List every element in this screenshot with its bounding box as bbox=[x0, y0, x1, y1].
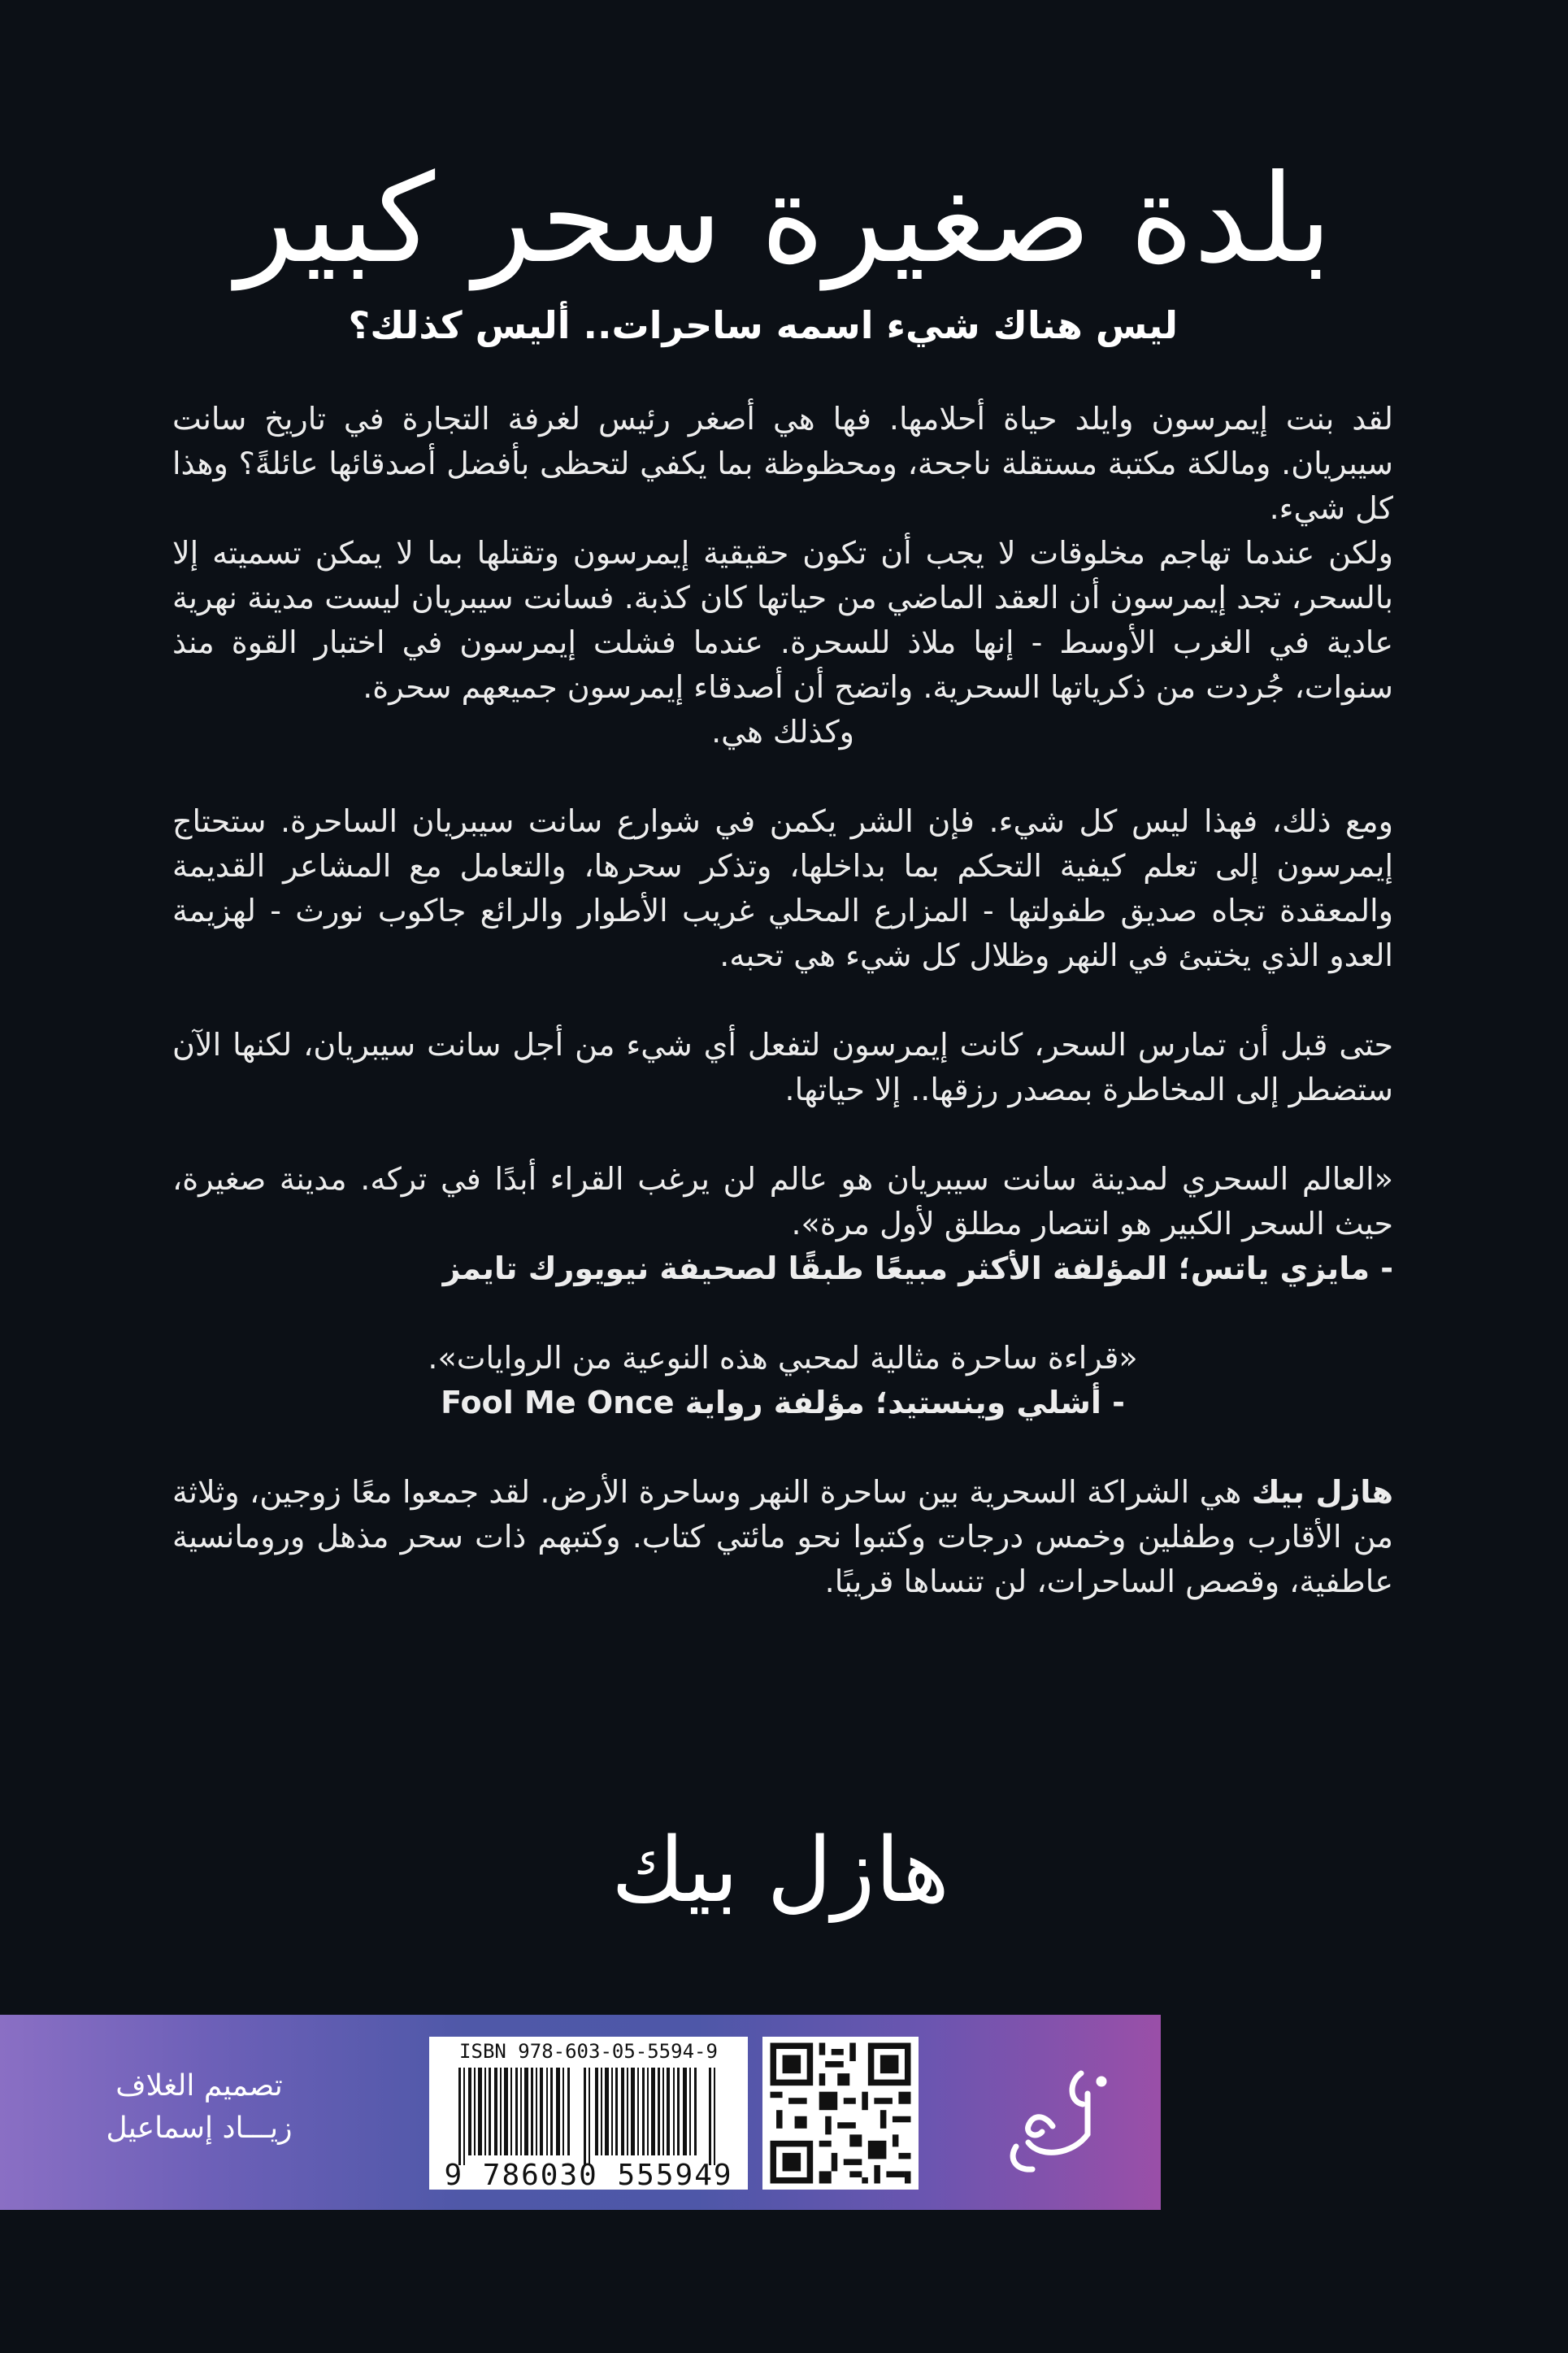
review-quote-credit-prefix: - أشلي وينستيد؛ مؤلفة رواية bbox=[684, 1385, 1125, 1420]
blurb-paragraph: وكذلك هي. bbox=[711, 714, 854, 750]
review-quote-credit-title: Fool Me Once bbox=[441, 1385, 675, 1420]
blurb bbox=[172, 397, 1393, 1604]
isbn-label: ISBN 978-603-05-5594-9 bbox=[459, 2040, 718, 2063]
blurb-paragraph: لقد بنت إيمرسون وايلد حياة أحلامها. فها هي أصغر رئيس لغرفة التجارة في تاريخ سانت سيبريان. ومالكة مكتبة مستقلة ناجحة، ومحظوظة بما يكفي لتحظى بأفضل أصدقائها عائلةً؟ وهذا كل شيء. bbox=[172, 401, 1393, 526]
author-name: هازل بيك bbox=[610, 1818, 950, 1922]
cover-design-label: تصميم الغلاف bbox=[115, 2069, 283, 2103]
blurb-paragraph: حتى قبل أن تمارس السحر، كانت إيمرسون لتفعل أي شيء من أجل سانت سيبريان، لكنها الآن ستضطر إلى المخاطرة بمصدر رزقها.. إلا حياتها. bbox=[172, 1027, 1393, 1107]
qr-code bbox=[762, 2037, 919, 2190]
tagline: ليس هناك شيء اسمه ساحرات.. أليس كذلك؟ bbox=[348, 303, 1178, 347]
barcode bbox=[429, 2037, 748, 2190]
author-bio-name: هازل بيك bbox=[1251, 1474, 1393, 1510]
cover-design-credit bbox=[57, 2065, 341, 2150]
review-quote-credit: - مايزي ياتس؛ المؤلفة الأكثر مبيعًا طبقًا لصحيفة نيويورك تايمز bbox=[442, 1250, 1393, 1286]
author-bio bbox=[172, 1470, 1393, 1604]
review-quote-credit bbox=[172, 1381, 1393, 1425]
review-quote bbox=[172, 1336, 1393, 1425]
qr-code-icon bbox=[762, 2037, 919, 2190]
cover-designer-name: زيـــاد إسماعيل bbox=[106, 2112, 293, 2145]
review-quote-text: «العالم السحري لمدينة سانت سيبريان هو عالم لن يرغب القراء أبدًا في تركه. مدينة صغيرة، حيث السحر الكبير هو انتصار مطلق لأول مرة». bbox=[172, 1161, 1393, 1242]
review-quote-text: «قراءة ساحرة مثالية لمحبي هذه النوعية من الروايات». bbox=[428, 1340, 1138, 1376]
publisher-logo bbox=[992, 2057, 1122, 2179]
blurb-paragraph: ولكن عندما تهاجم مخلوقات لا يجب أن تكون حقيقية إيمرسون وتقتلها بما لا يمكن تسميته إلا بالسحر، تجد إيمرسون أن العقد الماضي من حياتها كان كذبة. فسانت سيبريان ليست مدينة نهرية عادية في الغرب الأوسط - إنها ملاذ للسحرة. عندما فشلت إيمرسون في اختبار القوة منذ سنوات، جُردت من ذكرياتها السحرية. واتضح أن أصدقاء إيمرسون جميعهم سحرة. bbox=[172, 535, 1393, 705]
isbn-number: 9 786030 555949 bbox=[444, 2159, 733, 2192]
blurb-paragraph: ومع ذلك، فهذا ليس كل شيء. فإن الشر يكمن في شوارع سانت سيبريان الساحرة. ستحتاج إيمرسون إلى تعلم كيفية التحكم بما بداخلها، وتذكر سحرها، والتعامل مع المشاعر القديمة والمعقدة تجاه صديق طفولتها - المزارع المحلي غريب الأطوار والرائع جاكوب نورث - لهزيمة العدو الذي يختبئ في النهر وظلال كل شيء هي تحبه. bbox=[172, 803, 1393, 973]
review-quote bbox=[172, 1157, 1393, 1291]
book-title: بلدة صغيرة سحر كبير bbox=[236, 149, 1332, 290]
author-bio-text: هي الشراكة السحرية بين ساحرة النهر وساحرة الأرض. لقد جمعوا معًا زوجين، وثلاثة من الأقارب وطفلين وخمس درجات وكتبوا نحو مائتي كتاب. وكتبهم ذات سحر مذهل ورومانسية عاطفية، وقصص الساحرات، لن تنساها قريبًا. bbox=[172, 1474, 1393, 1599]
